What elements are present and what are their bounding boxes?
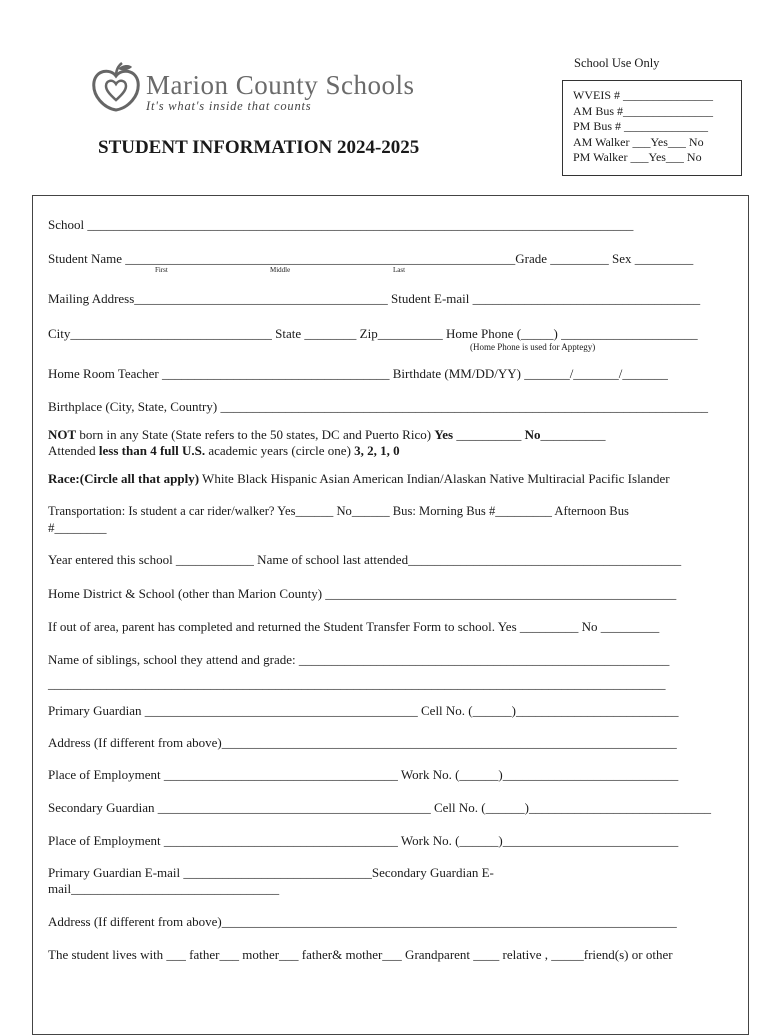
school-field[interactable]: School ____________________________________________________________________________________ <box>48 217 634 232</box>
home-district-field[interactable]: Home District & School (other than Marion County) ______________________________________________________ <box>48 586 677 601</box>
transportation-bus-number[interactable]: #________ <box>48 520 107 535</box>
not-born-no-blank: __________ <box>540 427 606 442</box>
attended-post: academic years (circle one) <box>205 443 355 458</box>
siblings-field[interactable]: Name of siblings, school they attend and grade: _________________________________________________________ <box>48 652 670 667</box>
employment-field-2[interactable]: Place of Employment ____________________________________ Work No. (______)___________________________ <box>48 833 679 848</box>
attended-pre: Attended <box>48 443 99 458</box>
logo-name: Marion County Schools <box>146 70 415 100</box>
pm-walker-field[interactable]: PM Walker ___Yes___ No <box>573 150 702 164</box>
guardian-emails-line-2[interactable]: mail________________________________ <box>48 881 280 896</box>
am-bus-field[interactable]: AM Bus #_______________ <box>573 103 714 118</box>
attended-bold: less than 4 full U.S. <box>98 443 206 458</box>
not-bold-text: NOT <box>48 427 77 442</box>
siblings-line-2[interactable]: _______________________________________________________________________________________________ <box>48 676 666 691</box>
apple-heart-icon <box>88 60 144 116</box>
student-name-field[interactable]: Student Name ____________________________________________________________Grade _________ Sex _________ <box>48 251 694 266</box>
attended-choices: 3, 2, 1, 0 <box>354 443 400 458</box>
not-born-no: No <box>524 427 541 442</box>
employment-field-1[interactable]: Place of Employment ____________________________________ Work No. (______)___________________________ <box>48 767 679 782</box>
race-options: White Black Hispanic Asian American Indian/Alaskan Native Multiracial Pacific Islander <box>199 471 670 486</box>
school-use-label: School Use Only <box>574 56 660 70</box>
primary-guardian-field[interactable]: Primary Guardian __________________________________________ Cell No. (______)_________________________ <box>48 703 679 718</box>
pm-bus-field[interactable]: PM Bus # ______________ <box>573 119 709 133</box>
race-label: Race:(Circle all that apply) <box>48 471 200 486</box>
name-middle-label: Middle <box>270 266 291 274</box>
out-of-area-field[interactable]: If out of area, parent has completed and returned the Student Transfer Form to school. Yes _________ No _________ <box>48 619 660 634</box>
homeroom-birthdate-field[interactable]: Home Room Teacher ___________________________________ Birthdate (MM/DD/YY) _______/_______/_______ <box>48 366 668 381</box>
not-born-yes-blank: __________ <box>453 427 525 442</box>
form-border <box>32 195 749 1035</box>
not-born-text: born in any State (State refers to the 50 states, DC and Puerto Rico) <box>76 427 435 442</box>
not-born-yes: Yes <box>434 427 454 442</box>
year-entered-field[interactable]: Year entered this school ____________ Name of school last attended__________________________________________ <box>48 552 682 567</box>
race-row[interactable] <box>48 471 670 487</box>
name-last-label: Last <box>393 266 406 274</box>
address-field-2[interactable]: Address (If different from above)______________________________________________________________________ <box>48 914 677 929</box>
secondary-guardian-field[interactable]: Secondary Guardian __________________________________________ Cell No. (______)____________________________ <box>48 800 711 815</box>
wveis-field[interactable]: WVEIS # _______________ <box>573 88 713 102</box>
attended-years-row[interactable] <box>48 443 400 459</box>
mailing-address-field[interactable]: Mailing Address_______________________________________ Student E-mail ___________________________________ <box>48 291 701 306</box>
school-use-box <box>562 80 742 176</box>
name-first-label: First <box>155 266 168 274</box>
city-state-zip-field[interactable]: City_______________________________ State ________ Zip__________ Home Phone (_____) _____________________ <box>48 326 698 341</box>
page-title: STUDENT INFORMATION 2024-2025 <box>98 137 420 158</box>
not-born-in-state-row[interactable] <box>48 427 606 443</box>
birthplace-field[interactable]: Birthplace (City, State, Country) ___________________________________________________________________________ <box>48 399 708 414</box>
district-logo <box>88 60 488 116</box>
lives-with-field[interactable]: The student lives with ___ father___ mother___ father& mother___ Grandparent ____ relative , _____friend(s) or other <box>48 947 673 962</box>
am-walker-field[interactable]: AM Walker ___Yes___ No <box>573 134 704 149</box>
guardian-emails-field[interactable]: Primary Guardian E-mail _____________________________Secondary Guardian E- <box>48 865 494 880</box>
address-field-1[interactable]: Address (If different from above)______________________________________________________________________ <box>48 735 677 750</box>
transportation-field[interactable]: Transportation: Is student a car rider/walker? Yes______ No______ Bus: Morning Bus #_________ Afternoon Bus <box>48 504 629 518</box>
logo-tagline: It's what's inside that counts <box>146 99 312 113</box>
home-phone-note: (Home Phone is used for Apptegy) <box>470 342 596 352</box>
